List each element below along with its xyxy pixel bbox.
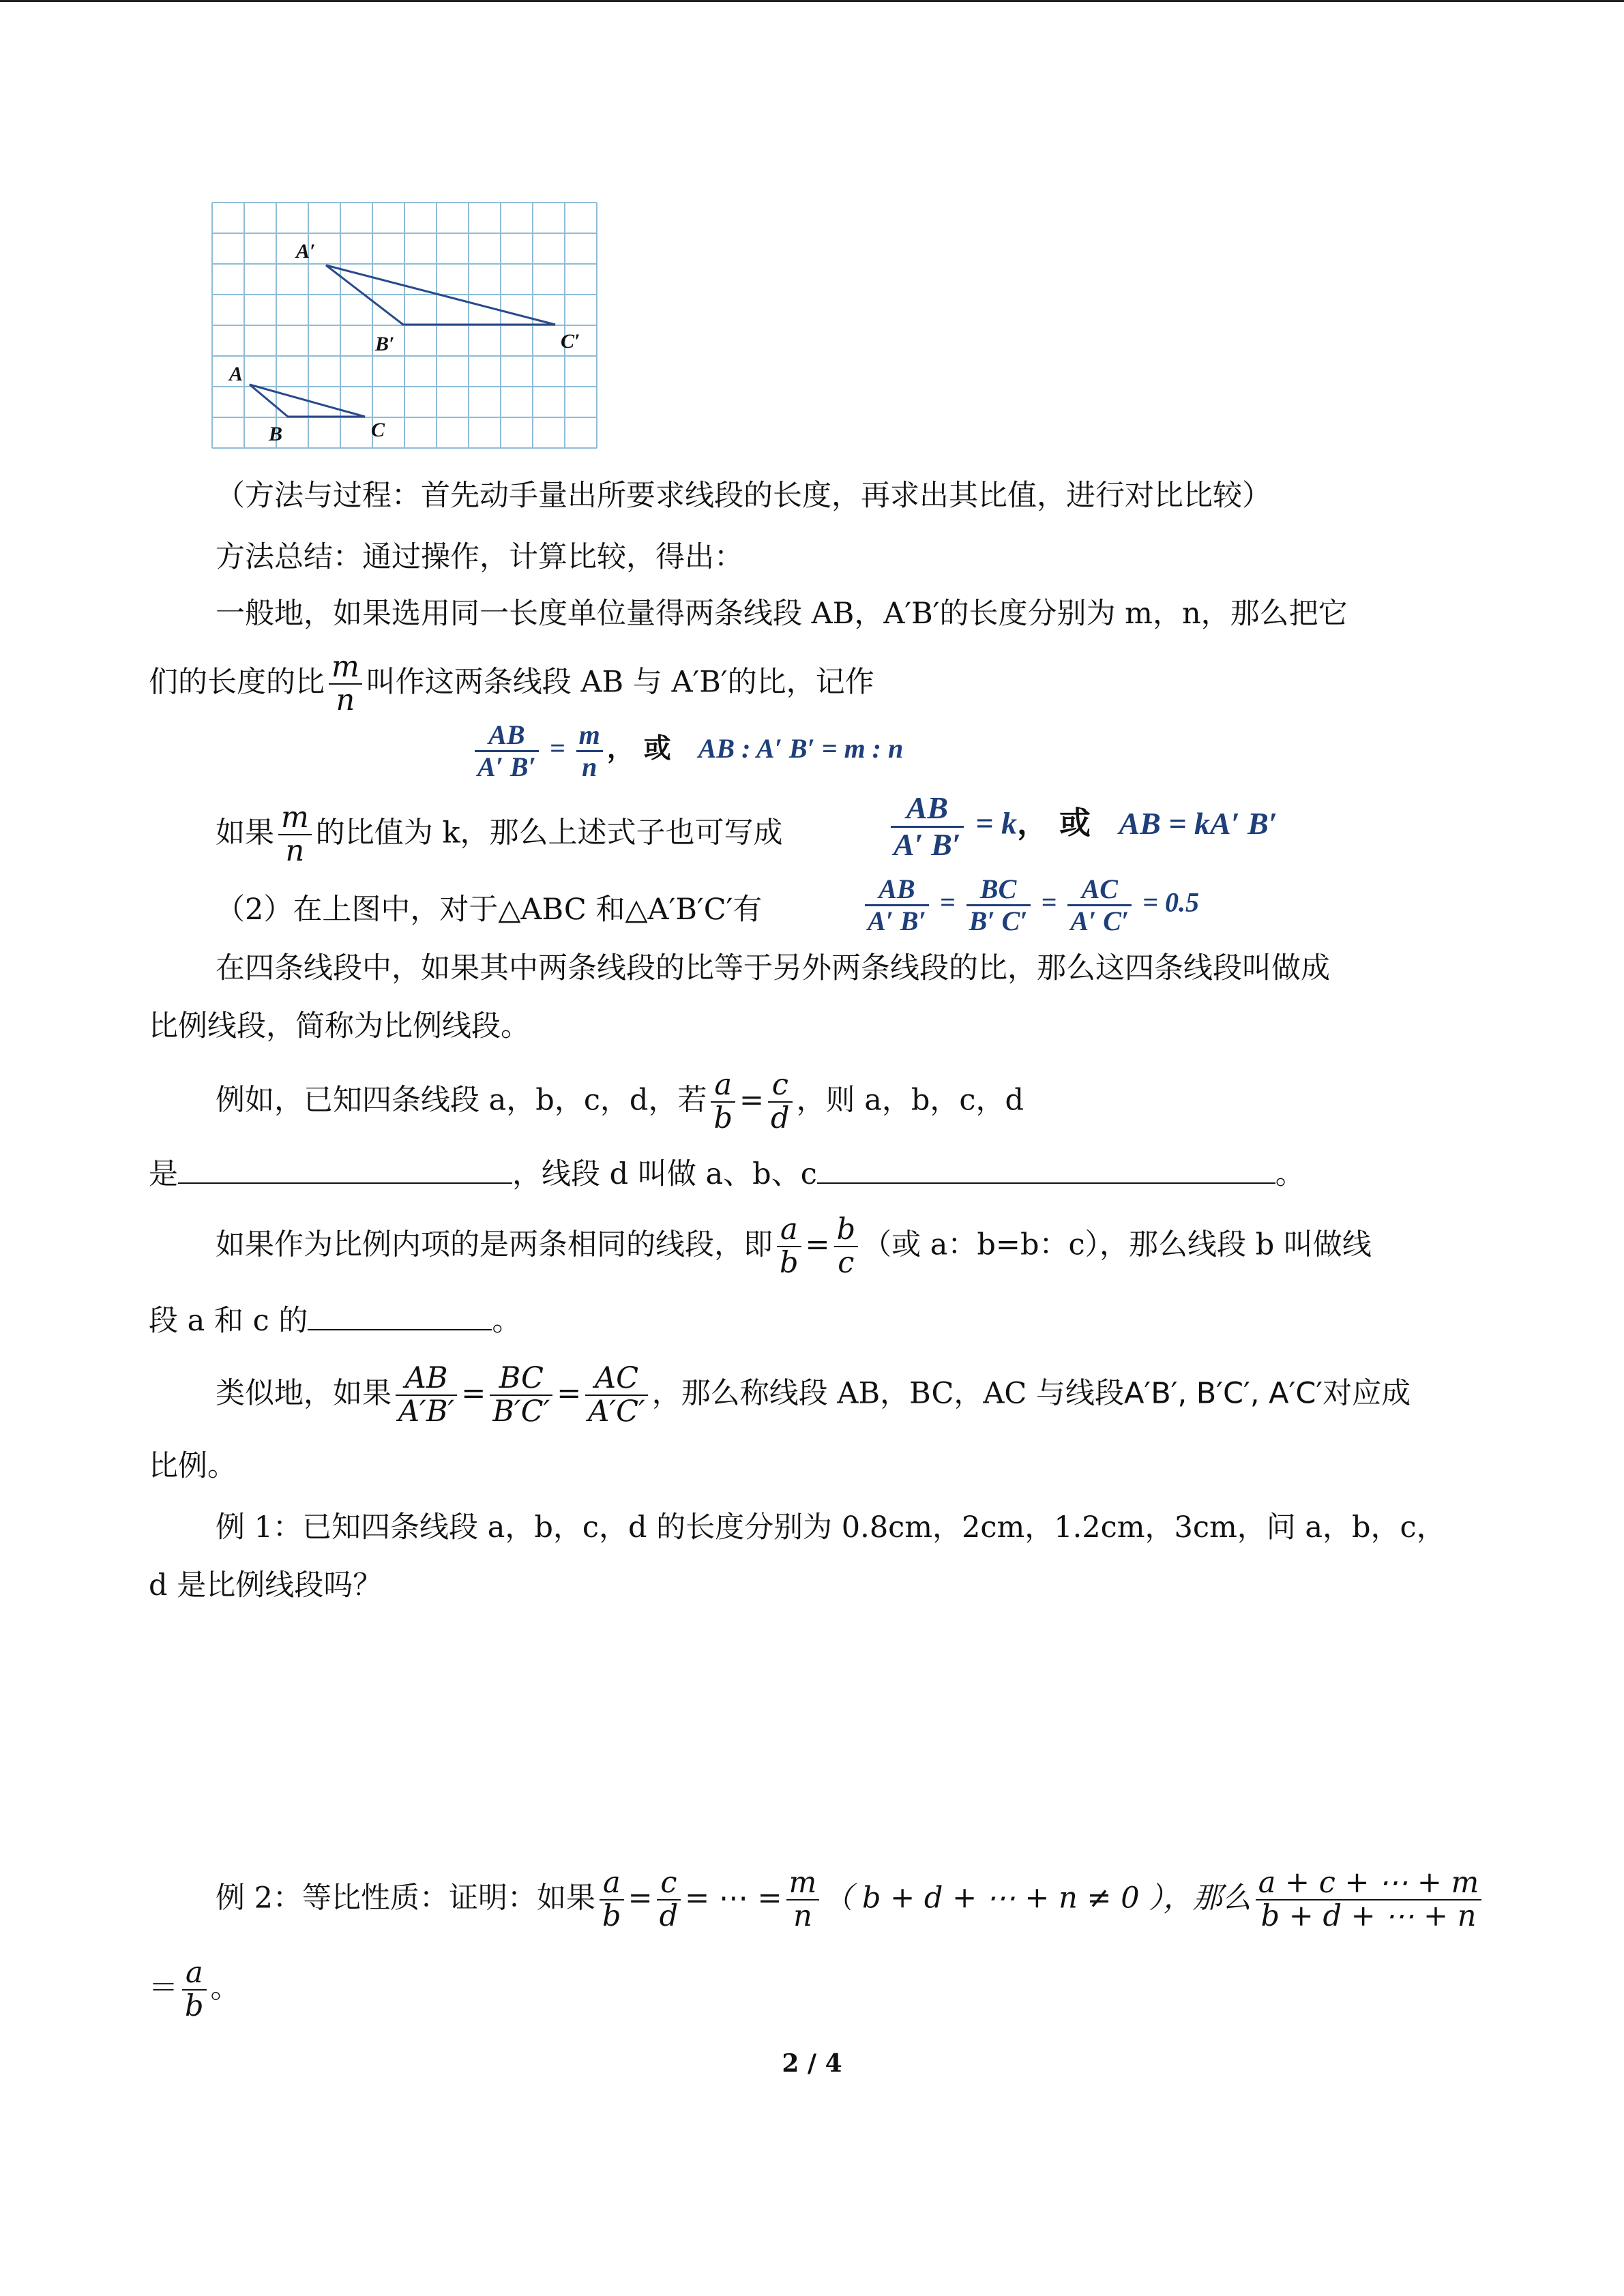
- general-definition-1: 一般地，如果选用同一长度单位量得两条线段 AB，A′B′的长度分别为 m，n，那么把它: [216, 597, 1348, 631]
- formula-ratio-k: $\frac{AB}{A' B'}$ = k， 或 AB = kA′ B′: [887, 791, 1278, 862]
- general-definition-2: [149, 651, 874, 717]
- example-1-line-2: d 是比例线段吗？: [149, 1568, 383, 1602]
- general-2-pre: 们的长度的比: [149, 665, 325, 700]
- example-1-line-1: 例 1：已知四条线段 a，b，c，d 的长度分别为 0.8cm，2cm，1.2cm，3cm，问 a，b，c，: [216, 1510, 1446, 1545]
- label-a-prime: A′: [296, 240, 316, 263]
- label-a: A: [229, 363, 243, 385]
- example-line: 例如，已知四条线段 a，b，c，d，若 $\frac{a}{b}$ = $\frac{c}{d}$ ，则 a，b，c，d: [216, 1068, 1024, 1136]
- label-c-prime: C′: [561, 330, 580, 353]
- label-b: B: [269, 423, 283, 445]
- label-b-prime: B′: [375, 333, 395, 355]
- fill-blank-line-2: 段 a 和 c 的 。: [149, 1299, 521, 1341]
- blank-3[interactable]: [308, 1299, 492, 1330]
- fraction-m-n: $\frac{m}{n}$: [329, 651, 362, 717]
- formula-ratio-mn: $\frac{AB}{A' B'}$ = $\frac{m}{n}$ ， 或 AB : A′ B′ = m : n: [471, 720, 903, 782]
- definition-1: 在四条线段中，如果其中两条线段的比等于另外两条线段的比，那么这四条线段叫做成: [216, 951, 1330, 985]
- inner-term-line: 如果作为比例内项的是两条相同的线段，即 $\frac{a}{b}$ = $\frac{b}{c}$ （或 a：b=b：c），那么线段 b 叫做线: [216, 1212, 1372, 1281]
- blank-2[interactable]: [817, 1152, 1275, 1184]
- general-2-post: 叫作这两条线段 AB 与 A′B′的比，记作: [366, 665, 874, 700]
- fraction-m-n-2: $\frac{m}{n}$: [278, 802, 312, 868]
- similar-line: 类似地，如果 $\frac{AB}{A'B'}$ = $\frac{BC}{B'C'}$ = $\frac{AC}{A'C'}$ ，那么称线段 AB，BC，AC 与线段A′B′, B′C′, A′C′对应成: [216, 1361, 1411, 1429]
- similar-line-2: 比例。: [149, 1449, 237, 1483]
- method-process: （方法与过程：首先动手量出所要求线段的长度，再求出其比值，进行对比比较）: [216, 479, 1271, 513]
- definition-2: 比例线段，简称为比例线段。: [149, 1009, 530, 1043]
- ratio-k-line: 如果 $\frac{m}{n}$ 的比值为 k，那么上述式子也可写成: [216, 801, 783, 869]
- blank-1[interactable]: [178, 1152, 512, 1184]
- formula-triangle-ratio: $\frac{AB}{A' B'}$ = $\frac{BC}{B' C'}$ = $\frac{AC}{A' C'}$ = 0.5: [861, 874, 1199, 936]
- example-2-result: ＝ $\frac{a}{b}$ 。: [149, 1956, 240, 2024]
- page-number: 2 / 4: [782, 2049, 842, 2078]
- fill-blank-line-1: 是 ，线段 d 叫做 a、b、c 。: [149, 1152, 1305, 1195]
- question-2: （2）在上图中，对于△ABC 和△A′B′C′有: [216, 893, 763, 927]
- triangle-grid-figure: [211, 202, 597, 449]
- method-summary: 方法总结：通过操作，计算比较，得出：: [216, 540, 743, 574]
- top-border: [0, 0, 1624, 2]
- example-2-line: 例 2：等比性质：证明：如果 $\frac{a}{b}$ = $\frac{c}{d}$ = ⋯ = $\frac{m}{n}$ （ b + d + ⋯ + n ≠ 0 ），那么 $\frac{a + c + \cdots + m}{b + d + \cdots + n}$: [216, 1867, 1486, 1933]
- triangle-small: [250, 385, 365, 417]
- label-c: C: [371, 419, 385, 441]
